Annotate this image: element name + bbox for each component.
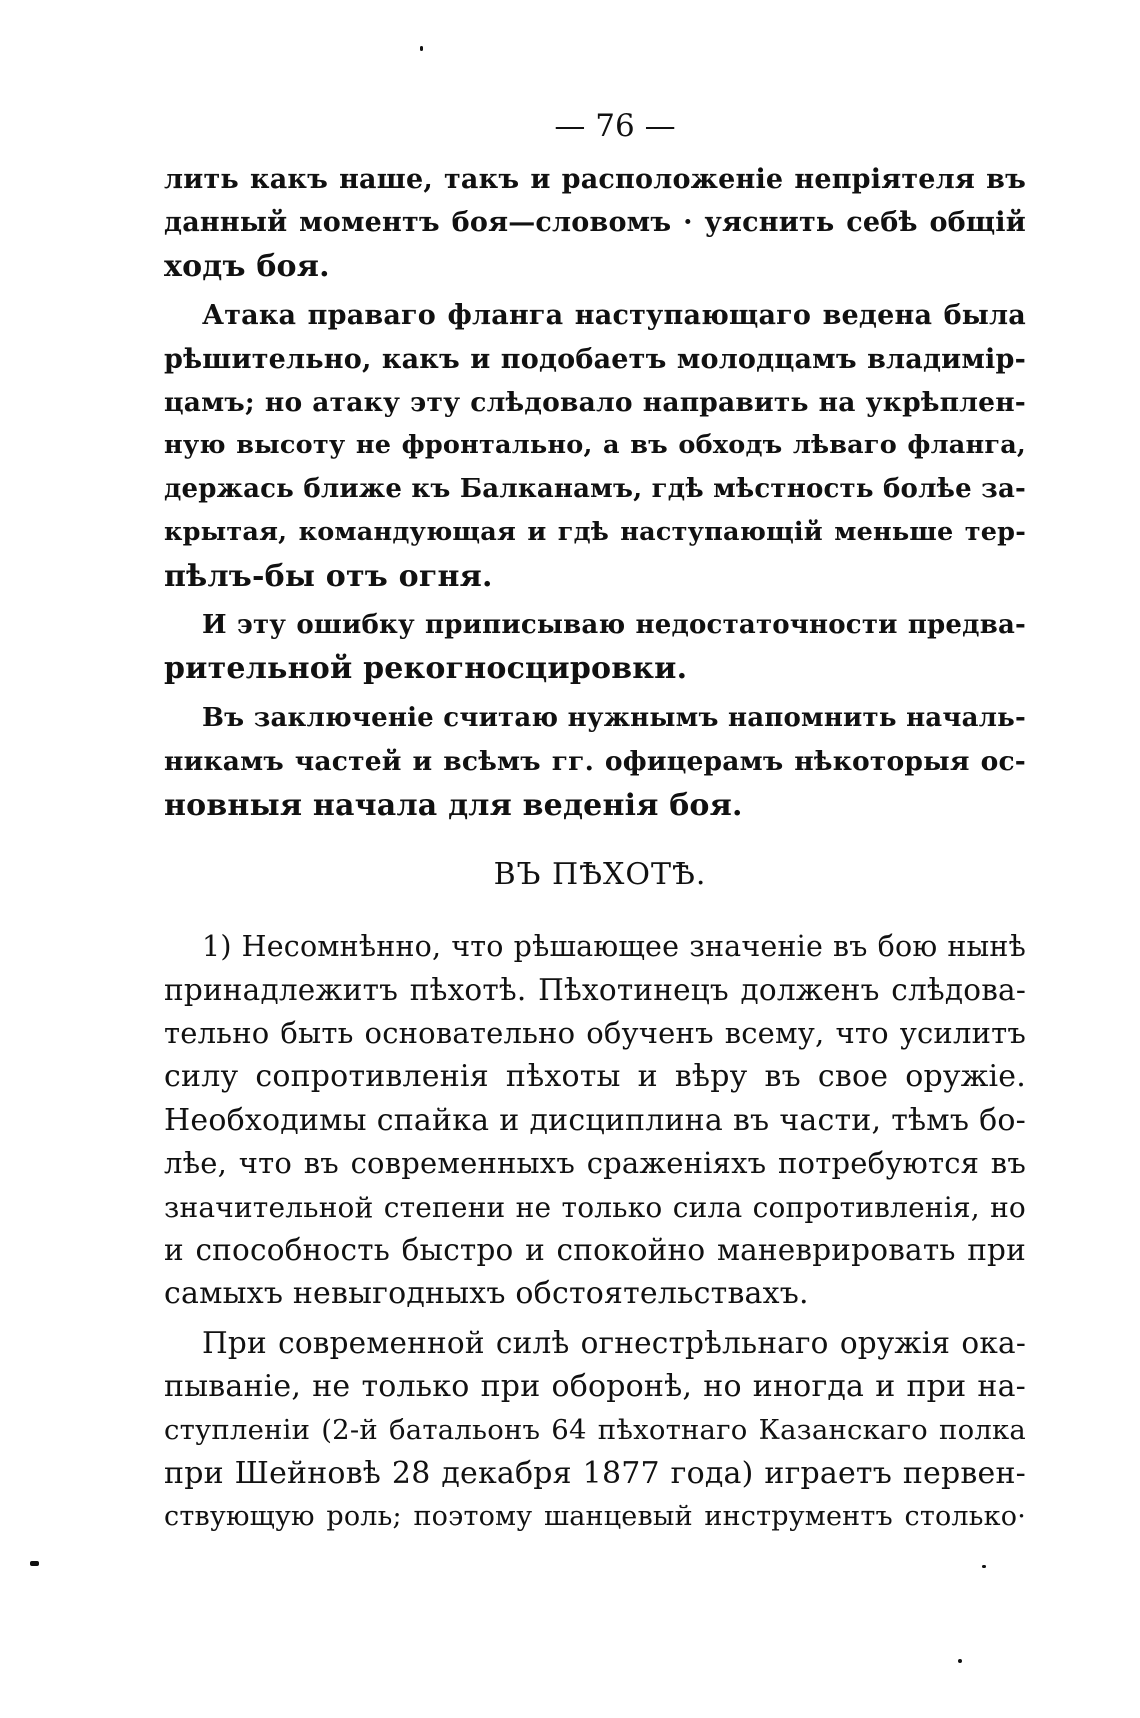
text-line: никамъ частей и всѣмъ гг. офицерамъ нѣкоторыя ос- xyxy=(164,746,1026,778)
text-line: тельно быть основательно обученъ всему, что усилитъ xyxy=(164,1015,1026,1050)
scan-speck xyxy=(982,1565,986,1568)
text-line: При современной силѣ огнестрѣльнаго оружія ока- xyxy=(202,1325,1026,1360)
text-line: Атака праваго фланга наступающаго ведена была xyxy=(202,300,1026,332)
text-line: принадлежитъ пѣхотѣ. Пѣхотинецъ долженъ слѣдова- xyxy=(164,972,1026,1007)
scan-speck xyxy=(420,46,423,51)
section-before-heading xyxy=(164,158,1026,827)
page-body xyxy=(164,104,1026,1545)
scan-speck xyxy=(30,1561,39,1566)
text-line: 1) Несомнѣнно, что рѣшающее значеніе въ бою нынѣ xyxy=(202,930,1026,964)
paragraph xyxy=(164,925,1026,1316)
text-line: ную высоту не фронтально, а въ обходъ лѣваго фланга, xyxy=(164,430,1026,461)
paragraph xyxy=(164,697,1026,827)
text-line: данный моментъ боя—словомъ · уяснить себѣ общій xyxy=(164,207,1026,239)
text-line: силу сопротивленія пѣхоты и вѣру въ свое оружіе. xyxy=(164,1059,1026,1095)
text-line: пѣлъ-бы отъ огня. xyxy=(164,558,493,594)
paragraph xyxy=(164,604,1026,691)
text-line: ходъ боя. xyxy=(164,248,330,284)
section-heading: ВЪ ПѢХОТѢ. xyxy=(493,857,707,893)
text-line: пываніе, не только при оборонѣ, но иногда и при на- xyxy=(164,1369,1026,1405)
text-line: ствующую роль; поэтому шанцевый инструментъ столько· xyxy=(164,1501,1026,1533)
text-line: крытая, командующая и гдѣ наступающій меньше тер- xyxy=(164,517,1026,548)
text-line: Необходимы спайка и дисциплина въ части, тѣмъ бо- xyxy=(164,1102,1026,1138)
section-after-heading xyxy=(164,925,1026,1539)
text-line: при Шейновѣ 28 декабря 1877 года) играетъ первен- xyxy=(164,1455,1026,1491)
text-line: значительной степени не только сила сопротивленія, но xyxy=(164,1190,1026,1224)
text-line: и способность быстро и спокойно маневрировать при xyxy=(164,1232,1026,1267)
paragraph xyxy=(164,1322,1026,1539)
text-line: лѣе, что въ современныхъ сраженіяхъ потребуются въ xyxy=(164,1146,1026,1181)
page-number: — 76 — xyxy=(554,108,676,144)
scan-speck xyxy=(958,1659,962,1663)
paragraph xyxy=(164,158,1026,288)
text-line: лить какъ наше, такъ и расположеніе непріятеля въ xyxy=(164,164,1026,195)
text-line: рительной рекогносцировки. xyxy=(164,651,688,687)
text-line: держась ближе къ Балканамъ, гдѣ мѣстность болѣе за- xyxy=(164,473,1026,504)
text-line: рѣшительно, какъ и подобаетъ молодцамъ владимір- xyxy=(164,343,1026,375)
text-line: И эту ошибку приписываю недостаточности предва- xyxy=(202,610,1026,641)
text-line: ступленіи (2-й батальонъ 64 пѣхотнаго Казанскаго полка xyxy=(164,1413,1026,1446)
text-line: Въ заключеніе считаю нужнымъ напомнить началь- xyxy=(202,702,1026,733)
text-line: новныя начала для веденія боя. xyxy=(164,787,743,823)
text-line: цамъ; но атаку эту слѣдовало направить на укрѣплен- xyxy=(164,387,1026,419)
paragraph xyxy=(164,294,1026,598)
text-line: самыхъ невыгодныхъ обстоятельствахъ. xyxy=(164,1276,809,1312)
